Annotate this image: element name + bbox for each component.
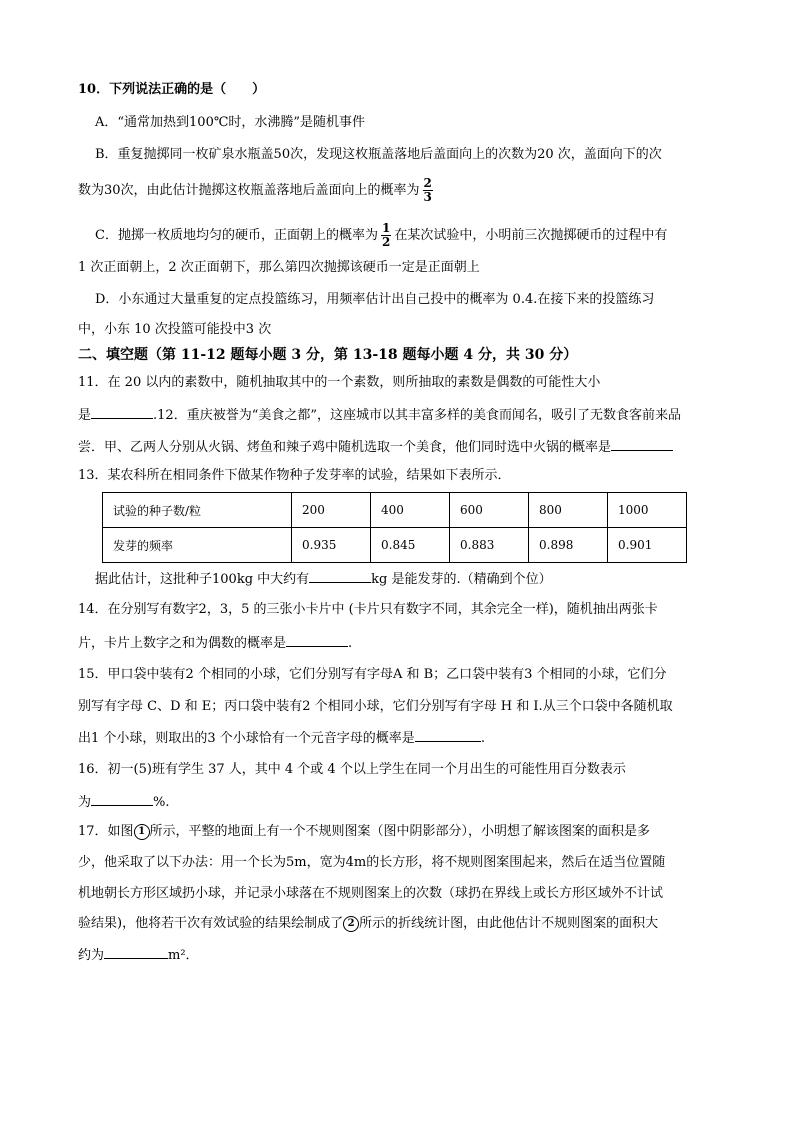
circled-number-2: 2 (343, 916, 359, 932)
q15-answer-blank[interactable] (415, 727, 481, 742)
q17-line4: 验结果)，他将若干次有效试验的结果绘制成了 2 所示的折线统计图，由此他估计不规则图案的面积大 (78, 916, 659, 931)
q10-option-a: A．“通常加热到100℃时，水沸腾”是随机事件 (95, 115, 366, 130)
q10-stem: 10．下列说法正确的是（ ） (78, 82, 266, 97)
q15-line1: 15．甲口袋中装有2 个相同的小球，它们分别写有字母A 和 B；乙口袋中装有3 个相同的小球，它们分 (78, 667, 667, 682)
q13-stem: 13．某农科所在相同条件下做某作物种子发芽率的试验，结果如下表所示． (78, 468, 511, 483)
q17-line1: 17．如图 1 所示，平整的地面上有一个不规则图案（图中阴影部分），小明想了解该图案的面积是多 (78, 824, 651, 839)
table-cell: 0.883 (450, 528, 529, 563)
circled-number-1: 1 (134, 824, 150, 840)
q14-line1: 14．在分别写有数字2，3，5 的三张小卡片中 (卡片只有数字不同，其余完全一样)，随机抽出两张卡 (78, 602, 658, 617)
q15-line2: 别写有字母 C、D 和 E；丙口袋中装有2 个相同小球，它们分别写有字母 H 和 I.从三个口袋中各随机取 (78, 699, 673, 714)
q16-line1: 16．初一(5)班有学生 37 人，其中 4 个或 4 个以上学生在同一个月出生的可能性用百分数表示 (78, 762, 626, 777)
q16-line2: 为 %. (78, 791, 170, 813)
q11-q12-line: 是 .12．重庆被誉为“美食之都”，这座城市以其丰富多样的美食而闻名，吸引了无数食客前来品 (78, 404, 681, 426)
table-cell: 发芽的频率 (103, 528, 292, 563)
q16-answer-blank[interactable] (91, 791, 153, 806)
q15-line3: 出1 个小球，则取出的3 个小球恰有一个元音字母的概率是 . (78, 727, 485, 749)
q10-option-b-line1: B．重复抛掷同一枚矿泉水瓶盖50次，发现这枚瓶盖落地后盖面向上的次数为20 次，盖面向下的次 (95, 147, 662, 162)
q10-option-c-line2: 1 次正面朝上，2 次正面朝下，那么第四次抛掷该硬币一定是正面朝上 (78, 260, 480, 275)
seed-germination-table (102, 492, 687, 563)
q12-line2: 尝．甲、乙两人分别从火锅、烤鱼和辣子鸡中随机选取一个美食，他们同时选中火锅的概率是 (78, 436, 673, 458)
table-cell: 0.845 (371, 528, 450, 563)
table-header-cell: 1000 (608, 493, 687, 528)
table-header-cell: 800 (529, 493, 608, 528)
table-cell: 0.935 (292, 528, 371, 563)
table-header-cell: 400 (371, 493, 450, 528)
table-cell: 0.898 (529, 528, 608, 563)
q17-answer-blank[interactable] (104, 944, 168, 959)
q17-line2: 少，他采取了以下办法：用一个长为5m，宽为4m的长方形，将不规则图案围起来，然后在适当位置随 (78, 855, 666, 870)
section-heading-fill-in: 二、填空题（第 11-12 题每小题 3 分，第 13-18 题每小题 4 分，共 30 分） (78, 347, 578, 363)
table-row (103, 528, 687, 563)
q17-line5: 约为 m²． (78, 944, 199, 966)
table-cell: 0.901 (608, 528, 687, 563)
q14-line2: 片，卡片上数字之和为偶数的概率是 . (78, 632, 352, 654)
table-header-cell: 试验的种子数/粒 (103, 493, 292, 528)
q10-option-b-line2: 数为30次，由此估计抛掷这枚瓶盖落地后盖面向上的概率为 $\frac{2}{3}$ (78, 176, 432, 204)
q10-option-d-line1: D．小东通过大量重复的定点投篮练习，用频率估计出自己投中的概率为 0.4.在接下来的投篮练习 (95, 292, 655, 307)
q11-line1: 11．在 20 以内的素数中，随机抽取其中的一个素数，则所抽取的素数是偶数的可能性大小 (78, 375, 601, 390)
q10-option-c-line1: C．抛掷一枚质地均匀的硬币，正面朝上的概率为 $\frac{1}{2}$ 在某次试验中，小明前三次抛掷硬币的过程中有 (95, 221, 668, 249)
q12-answer-blank[interactable] (611, 436, 673, 451)
q10-option-d-line2: 中，小东 10 次投篮可能投中3 次 (78, 322, 272, 337)
table-header-cell: 600 (450, 493, 529, 528)
q11-answer-blank[interactable] (91, 404, 153, 419)
q13-answer-blank[interactable] (309, 568, 371, 583)
table-row (103, 493, 687, 528)
q13-after-table: 据此估计，这批种子100kg 中大约有 kg 是能发芽的.（精确到个位） (95, 568, 552, 590)
q17-line3: 机地朝长方形区域扔小球，并记录小球落在不规则图案上的次数（球扔在界线上或长方形区域外不计试 (78, 886, 664, 901)
table-header-cell: 200 (292, 493, 371, 528)
fraction-one-half: $\frac{1}{2}$ (381, 221, 391, 249)
fraction-two-thirds: $\frac{2}{3}$ (423, 176, 432, 204)
q14-answer-blank[interactable] (286, 632, 348, 647)
